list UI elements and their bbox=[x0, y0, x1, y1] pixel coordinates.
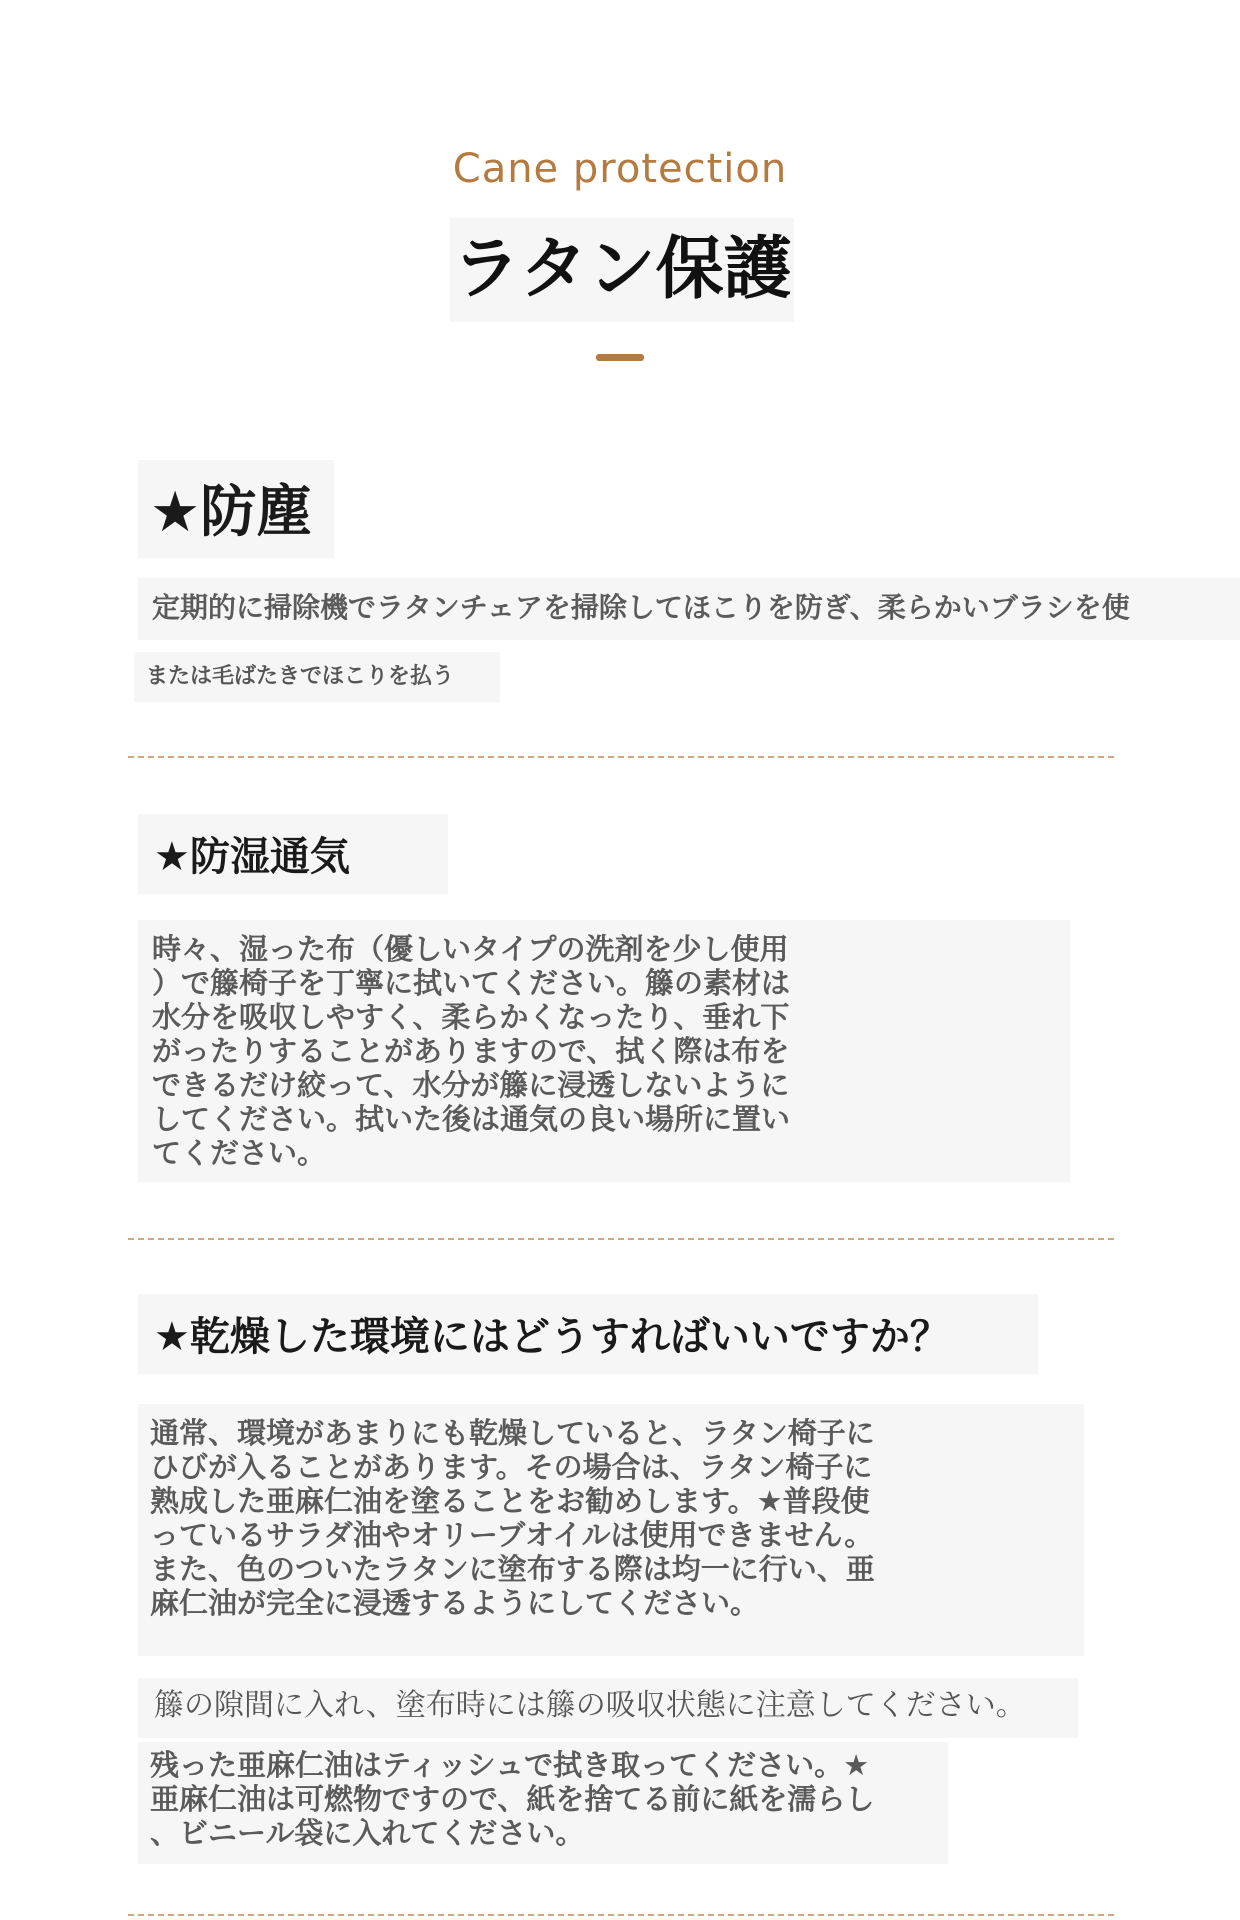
section-divider bbox=[128, 756, 1114, 758]
page-title: ラタン保護 bbox=[452, 230, 792, 309]
section-1-subtext: または毛ばたきでほこりを払う bbox=[146, 664, 455, 689]
section-divider bbox=[128, 1238, 1114, 1240]
section-3-heading: ★乾燥した環境にはどうすればいいですか？ bbox=[154, 1314, 950, 1360]
section-divider bbox=[128, 1914, 1114, 1916]
section-subtitle: Cane protection bbox=[452, 146, 788, 192]
title-underline bbox=[596, 354, 644, 361]
section-3-paragraph: 通常、環境があまりにも乾燥していると、ラタン椅子に ひびが入ることがあります。その場合は、ラタン椅子に 熟成した亜麻仁油を塗ることをお勧めします。★普段使 っているサラダ油やオリーブオイルは使用できません。 また、色のついたラタンに塗布する際は均一に行い、亜 麻仁油が完全に浸透するようにしてください。 bbox=[150, 1416, 875, 1620]
section-3-note: 籐の隙間に入れ、塗布時には籐の吸収状態に注意してください。 bbox=[154, 1688, 1026, 1723]
section-1-heading: ★防塵 bbox=[150, 480, 313, 545]
section-3-paragraph-2: 残った亜麻仁油はティッシュで拭き取ってください。★ 亜麻仁油は可燃物ですので、紙を捨てる前に紙を濡らし 、ビニール袋に入れてください。 bbox=[150, 1748, 875, 1850]
section-2-heading: ★防湿通気 bbox=[154, 834, 350, 880]
section-1-paragraph: 定期的に掃除機でラタンチェアを掃除してほこりを防ぎ、柔らかいブラシを使 bbox=[152, 591, 1130, 624]
section-2-paragraph: 時々、湿った布（優しいタイプの洗剤を少し使用 ）で籐椅子を丁寧に拭いてください。籐の素材は 水分を吸収しやすく、柔らかくなったり、垂れ下 がったりすることがありますので、拭く際は布を できるだけ絞って、水分が籐に浸透しないように してください。拭いた後は通気の良い場所に置い てください。 bbox=[152, 932, 791, 1170]
